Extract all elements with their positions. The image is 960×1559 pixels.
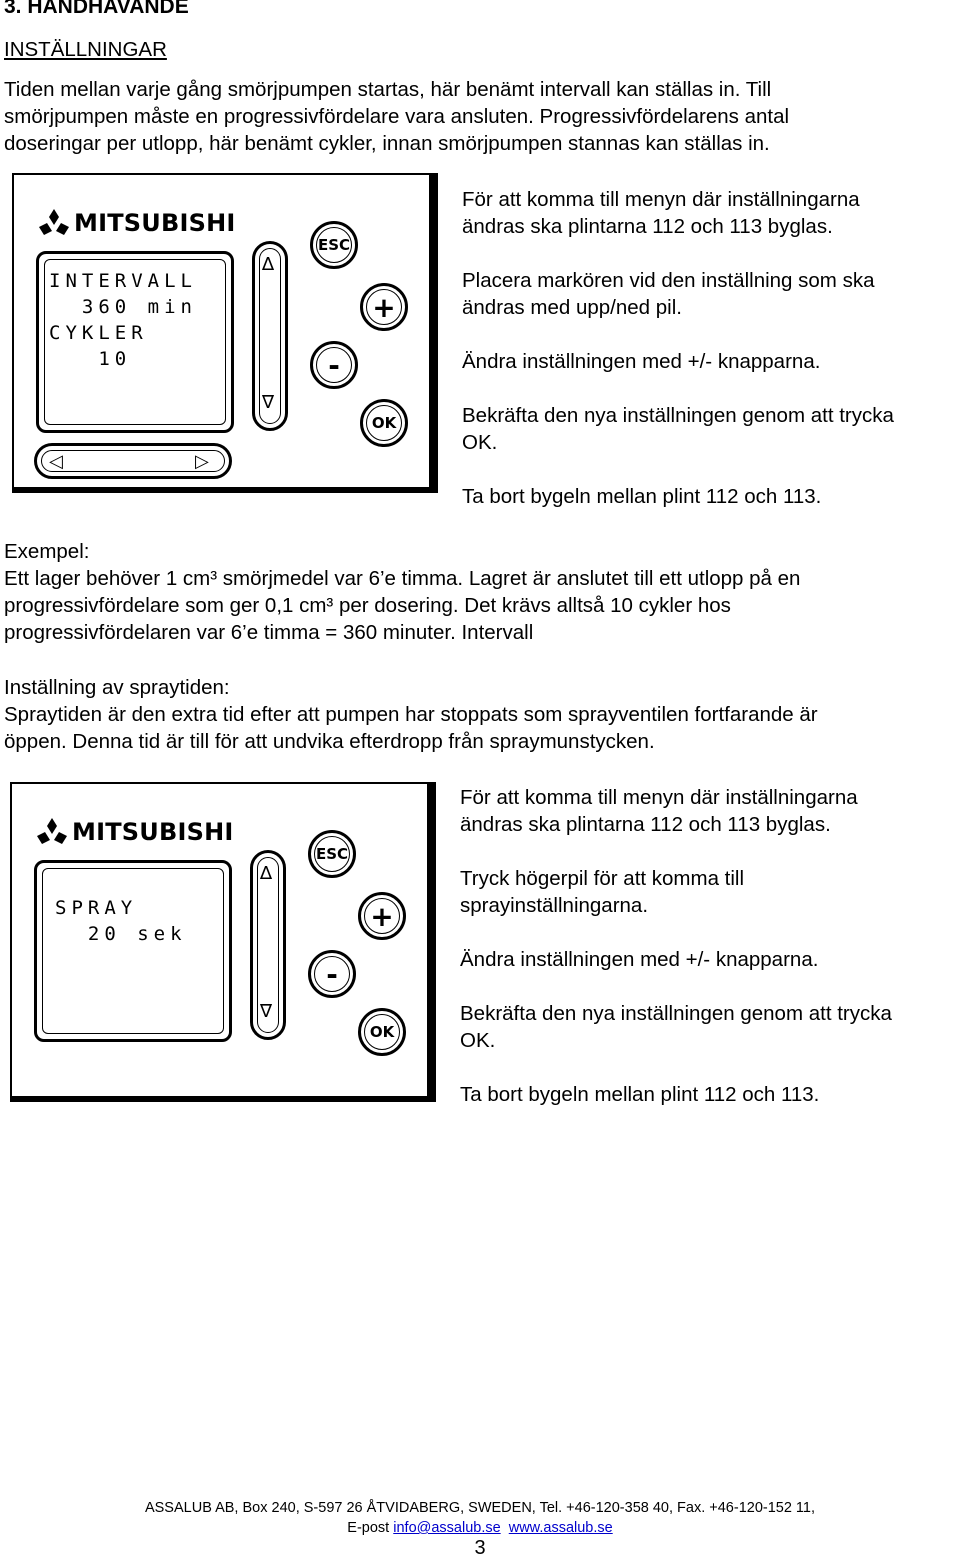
instruction-1-line-2: ändras ska plintarna 112 och 113 byglas. [462, 215, 833, 238]
footer-address: ASSALUB AB, Box 240, S-597 26 ÅTVIDABERG, SWEDEN, Tel. +46-120-358 40, Fax. +46-120-152 11, [144, 1500, 816, 1516]
instruction-2-line-6: Bekräfta den nya inställningen genom att trycka [460, 1002, 892, 1025]
ok-button[interactable]: OK [360, 399, 408, 447]
example-line-2: progressivfördelare som ger 0,1 cm³ per dosering. Det krävs alltså 10 cykler hos [4, 594, 731, 617]
right-arrow-icon[interactable]: ▷ [195, 451, 209, 472]
instruction-2-line-1: För att komma till menyn där inställningarna [460, 786, 858, 809]
lcd-line-3: CYKLER [49, 322, 148, 344]
instruction-1-line-4: ändras med upp/ned pil. [462, 296, 682, 319]
instruction-1-line-8: Ta bort bygeln mellan plint 112 och 113. [462, 485, 822, 508]
section-heading: 3. HANDHAVANDE [4, 0, 189, 18]
spray-line-2: öppen. Denna tid är till för att undvika efterdropp från spraymunstycken. [4, 730, 655, 753]
left-right-rocker[interactable] [34, 443, 232, 479]
lcd-line-1: SPRAY [55, 897, 138, 919]
ok-button[interactable]: OK [358, 1008, 406, 1056]
footer-email-link[interactable]: info@assalub.se [393, 1520, 501, 1536]
instruction-1-line-3: Placera markören vid den inställning som ska [462, 269, 875, 292]
mitsubishi-diamonds-icon [38, 209, 70, 237]
lcd-line-1: INTERVALL [49, 270, 197, 292]
down-arrow-icon[interactable]: ∇ [260, 1001, 273, 1022]
mitsubishi-diamonds-icon [36, 818, 68, 846]
up-arrow-icon[interactable]: ∆ [260, 863, 273, 884]
instruction-2-line-4: sprayinställningarna. [460, 894, 649, 917]
controller-panel-interval [12, 173, 438, 493]
example-label: Exempel: [4, 540, 90, 563]
mitsubishi-logo: MITSUBISHI [36, 818, 233, 846]
lcd-line-4: 10 [49, 348, 132, 370]
lcd-screen [34, 860, 232, 1042]
instruction-1-line-6: Bekräfta den nya inställningen genom att trycka [462, 404, 894, 427]
footer-website-link[interactable]: www.assalub.se [508, 1520, 613, 1536]
instruction-2-line-8: Ta bort bygeln mellan plint 112 och 113. [460, 1083, 820, 1106]
instruction-2-line-7: OK. [460, 1029, 496, 1052]
lcd-screen [36, 251, 234, 433]
left-arrow-icon[interactable]: ◁ [49, 451, 63, 472]
intro-line-1: Tiden mellan varje gång smörjpumpen startas, här benämt intervall kan ställas in. Till [4, 78, 772, 101]
up-arrow-icon[interactable]: ∆ [262, 254, 275, 275]
spray-line-1: Spraytiden är den extra tid efter att pumpen har stoppats som sprayventilen fortfarande är [4, 703, 818, 726]
instruction-1-line-7: OK. [462, 431, 498, 454]
controller-panel-spray [10, 782, 436, 1102]
intro-line-3: doseringar per utlopp, här benämt cykler, innan smörjpumpen stannas kan ställas in. [4, 132, 770, 155]
esc-button[interactable]: ESC [308, 830, 356, 878]
minus-button[interactable]: - [310, 341, 358, 389]
subheading: INSTÄLLNINGAR [4, 38, 167, 61]
footer-contacts [0, 1518, 960, 1538]
intro-line-2: smörjpumpen måste en progressivfördelare vara ansluten. Progressivfördelarens antal [4, 105, 790, 128]
instruction-2-line-3: Tryck högerpil för att komma till [460, 867, 745, 890]
plus-button[interactable]: + [358, 892, 406, 940]
spray-label: Inställning av spraytiden: [4, 676, 230, 699]
instruction-1-line-5: Ändra inställningen med +/- knapparna. [462, 350, 821, 373]
page-number: 3 [474, 1537, 486, 1559]
esc-button[interactable]: ESC [310, 221, 358, 269]
instruction-2-line-5: Ändra inställningen med +/- knapparna. [460, 948, 819, 971]
minus-button[interactable]: - [308, 950, 356, 998]
instruction-1-line-1: För att komma till menyn där inställningarna [462, 188, 860, 211]
up-down-rocker[interactable] [250, 850, 286, 1040]
lcd-line-2: 360 min [49, 296, 197, 318]
footer-email-label: E-post [347, 1520, 390, 1536]
example-line-1: Ett lager behöver 1 cm³ smörjmedel var 6’e timma. Lagret är anslutet till ett utlopp på en [4, 567, 801, 590]
up-down-rocker[interactable] [252, 241, 288, 431]
mitsubishi-logo: MITSUBISHI [38, 209, 235, 237]
example-line-3: progressivfördelaren var 6’e timma = 360 minuter. Intervall [4, 621, 534, 644]
plus-button[interactable]: + [360, 283, 408, 331]
instruction-2-line-2: ändras ska plintarna 112 och 113 byglas. [460, 813, 831, 836]
lcd-line-2: 20 sek [55, 923, 187, 945]
down-arrow-icon[interactable]: ∇ [262, 392, 275, 413]
